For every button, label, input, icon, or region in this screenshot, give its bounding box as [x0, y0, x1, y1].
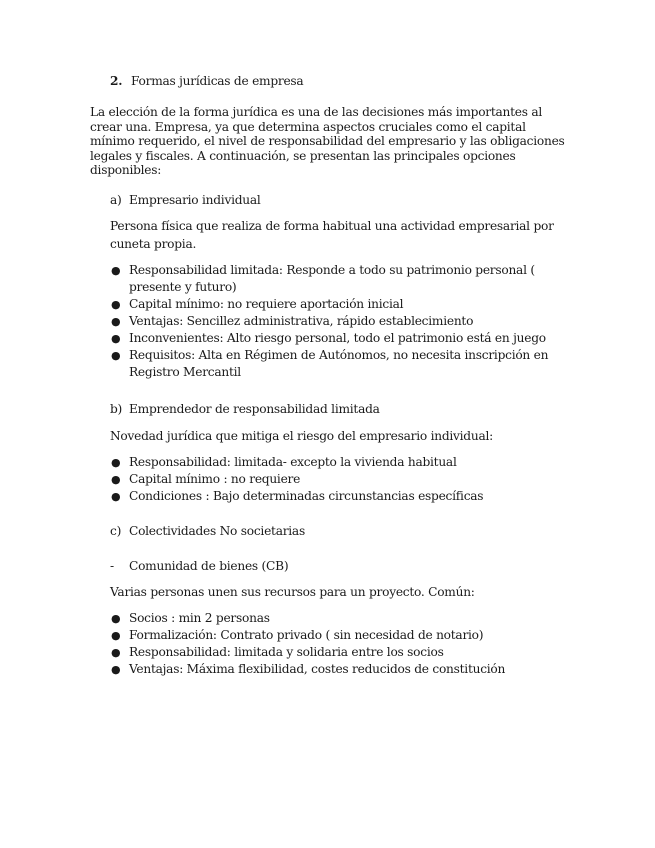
list-item: ● Socios : min 2 personas [111, 611, 270, 625]
bullet-icon: ● [111, 298, 121, 311]
dash-marker: - [110, 559, 114, 573]
bullet-icon: ● [111, 663, 121, 676]
subsection-title: Emprendedor de responsabilidad limitada [129, 402, 380, 416]
dash-description: Varias personas unen sus recursos para un proyecto. Común: [110, 585, 475, 599]
subsection-heading-a [110, 193, 261, 207]
bullet-icon: ● [111, 264, 121, 277]
list-item: ● Ventajas: Máxima flexibilidad, costes reducidos de constitución [111, 662, 506, 676]
bullet-icon: ● [111, 629, 121, 642]
bullet-icon: ● [111, 315, 121, 328]
subsection-description: Persona física que realiza de forma habitual una actividad empresarial por cuneta propia. [110, 219, 554, 251]
subsection-title: Colectividades No societarias [129, 524, 305, 538]
intro-paragraph: La elección de la forma jurídica es una de las decisiones más importantes al crear una. Empresa, ya que determina aspectos cruciales como el capital mínimo requerido, el nivel de responsabilidad del empresario y las obligaciones legales y fiscales. A continuación, se presentan las principales opciones disponibles: [90, 105, 565, 177]
subsection-letter: b) [110, 402, 123, 416]
dash-heading [110, 559, 288, 573]
bullet-icon: ● [111, 349, 121, 362]
subsection-letter: c) [110, 524, 122, 538]
subsection-letter: a) [110, 193, 122, 207]
list-item: ● Formalización: Contrato privado ( sin necesidad de notario) [111, 628, 484, 642]
list-item: ● Inconvenientes: Alto riesgo personal, todo el patrimonio está en juego [111, 331, 546, 345]
list-item: ● Responsabilidad: limitada y solidaria entre los socios [111, 645, 444, 659]
bullet-list-a [110, 262, 570, 381]
list-item: ● Condiciones : Bajo determinadas circunstancias específicas [111, 489, 484, 503]
bullet-list-b [110, 454, 570, 505]
section-title: Formas jurídicas de empresa [131, 74, 304, 88]
list-item: ● Capital mínimo : no requiere [111, 472, 301, 486]
bullet-icon: ● [111, 490, 121, 503]
list-item: ● Ventajas: Sencillez administrativa, rápido establecimiento [111, 314, 474, 328]
bullet-icon: ● [111, 612, 121, 625]
bullet-list-cb [110, 610, 570, 678]
dash-heading-title: Comunidad de bienes (CB) [129, 559, 289, 573]
subsection-heading-c [110, 524, 305, 538]
list-item: ● Responsabilidad limitada: Responde a todo su patrimonio personal ( presente y futuro) [111, 263, 535, 294]
subsection-heading-b [110, 402, 380, 416]
subsection-description: Novedad jurídica que mitiga el riesgo del empresario individual: [110, 429, 493, 443]
list-item: ● Requisitos: Alta en Régimen de Autónomos, no necesita inscripción en Registro Mercantil [111, 348, 549, 379]
list-item: ● Capital mínimo: no requiere aportación inicial [111, 297, 404, 311]
list-item: ● Responsabilidad: limitada- excepto la vivienda habitual [111, 455, 457, 469]
subsection-title: Empresario individual [129, 193, 261, 207]
section-number: 2. [110, 74, 123, 88]
bullet-icon: ● [111, 473, 121, 486]
bullet-icon: ● [111, 456, 121, 469]
bullet-icon: ● [111, 646, 121, 659]
bullet-icon: ● [111, 332, 121, 345]
